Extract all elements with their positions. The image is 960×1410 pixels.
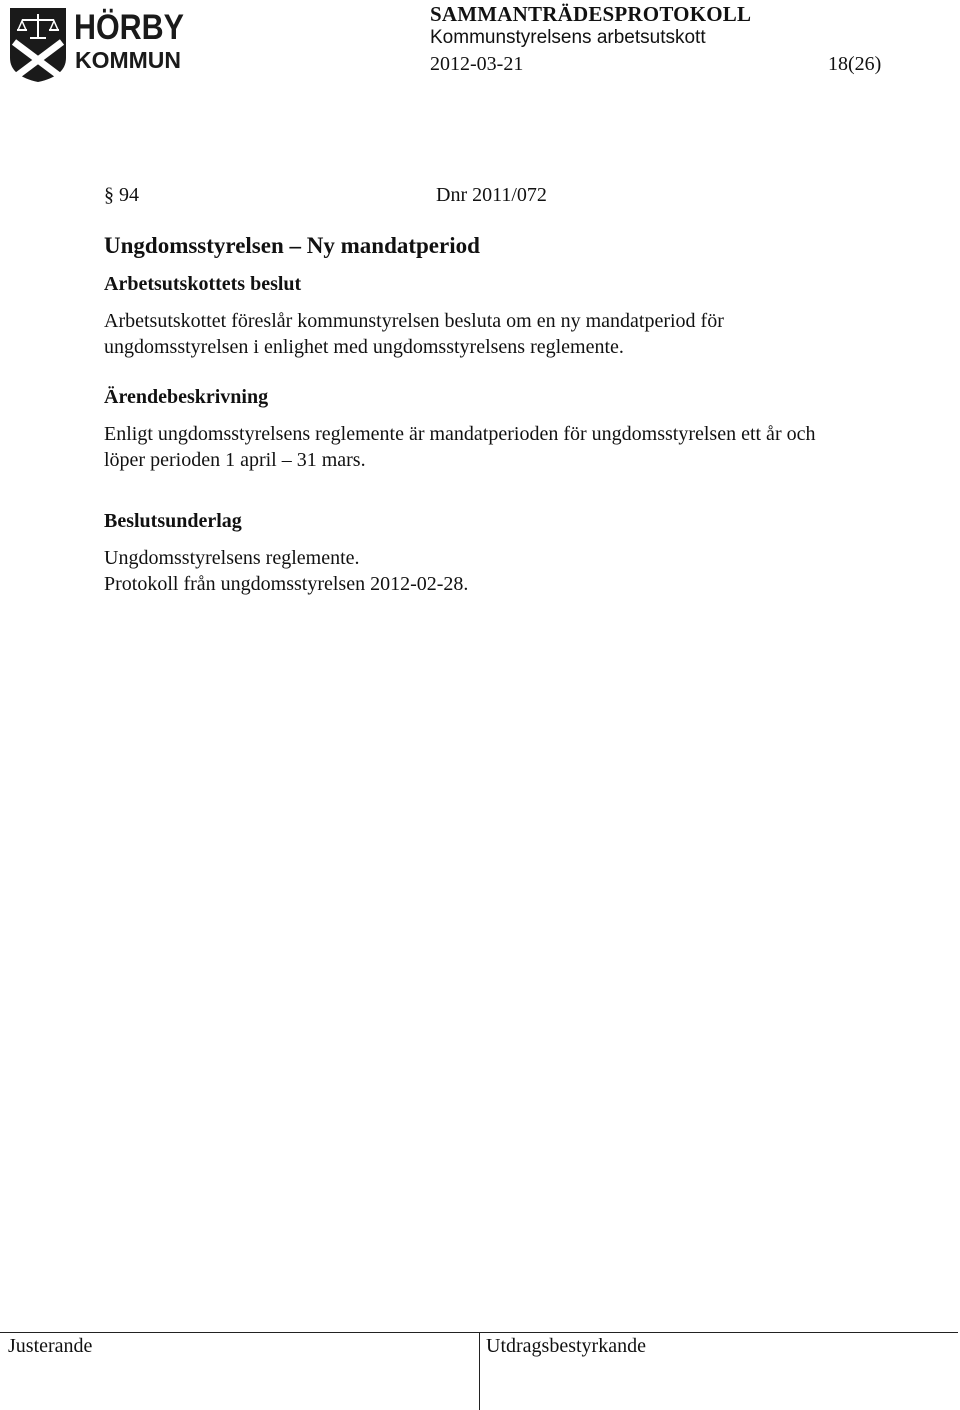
decision-line: Arbetsutskottet föreslår kommunstyrelsen besluta om en ny mandatperiod för: [104, 310, 724, 332]
decision-line: ungdomsstyrelsen i enlighet med ungdomsstyrelsens reglemente.: [104, 336, 624, 358]
logo-sub: KOMMUN: [75, 47, 181, 73]
adjuster-label: Justerande: [8, 1335, 93, 1357]
diary-number: Dnr 2011/072: [436, 184, 547, 206]
decision-text: [104, 308, 724, 360]
decision-basis-item: Protokoll från ungdomsstyrelsen 2012-02-28.: [104, 573, 469, 595]
section-title: Ungdomsstyrelsen – Ny mandatperiod: [104, 233, 480, 258]
committee-name: Kommunstyrelsens arbetsutskott: [430, 27, 706, 48]
decision-basis-item: Ungdomsstyrelsens reglemente.: [104, 547, 360, 569]
page-number: 18(26): [828, 53, 882, 75]
logo-name: HÖRBY: [74, 8, 184, 47]
decision-heading: Arbetsutskottets beslut: [104, 273, 302, 295]
extract-certifier-label: Utdragsbestyrkande: [486, 1335, 646, 1357]
municipality-logo: [8, 6, 188, 84]
decision-basis-list: [104, 545, 468, 597]
case-description-line: löper perioden 1 april – 31 mars.: [104, 449, 366, 471]
case-description-heading: Ärendebeskrivning: [104, 386, 269, 408]
footer-divider: [479, 1332, 480, 1410]
protocol-title: SAMMANTRÄDESPROTOKOLL: [430, 2, 752, 26]
paragraph-number: § 94: [104, 184, 139, 206]
decision-basis-heading: Beslutsunderlag: [104, 510, 242, 532]
coat-of-arms-scales-icon: [10, 8, 66, 82]
meeting-date: 2012-03-21: [430, 53, 524, 75]
case-description-line: Enligt ungdomsstyrelsens reglemente är mandatperioden för ungdomsstyrelsen ett år och: [104, 423, 816, 445]
case-description-text: [104, 421, 815, 473]
